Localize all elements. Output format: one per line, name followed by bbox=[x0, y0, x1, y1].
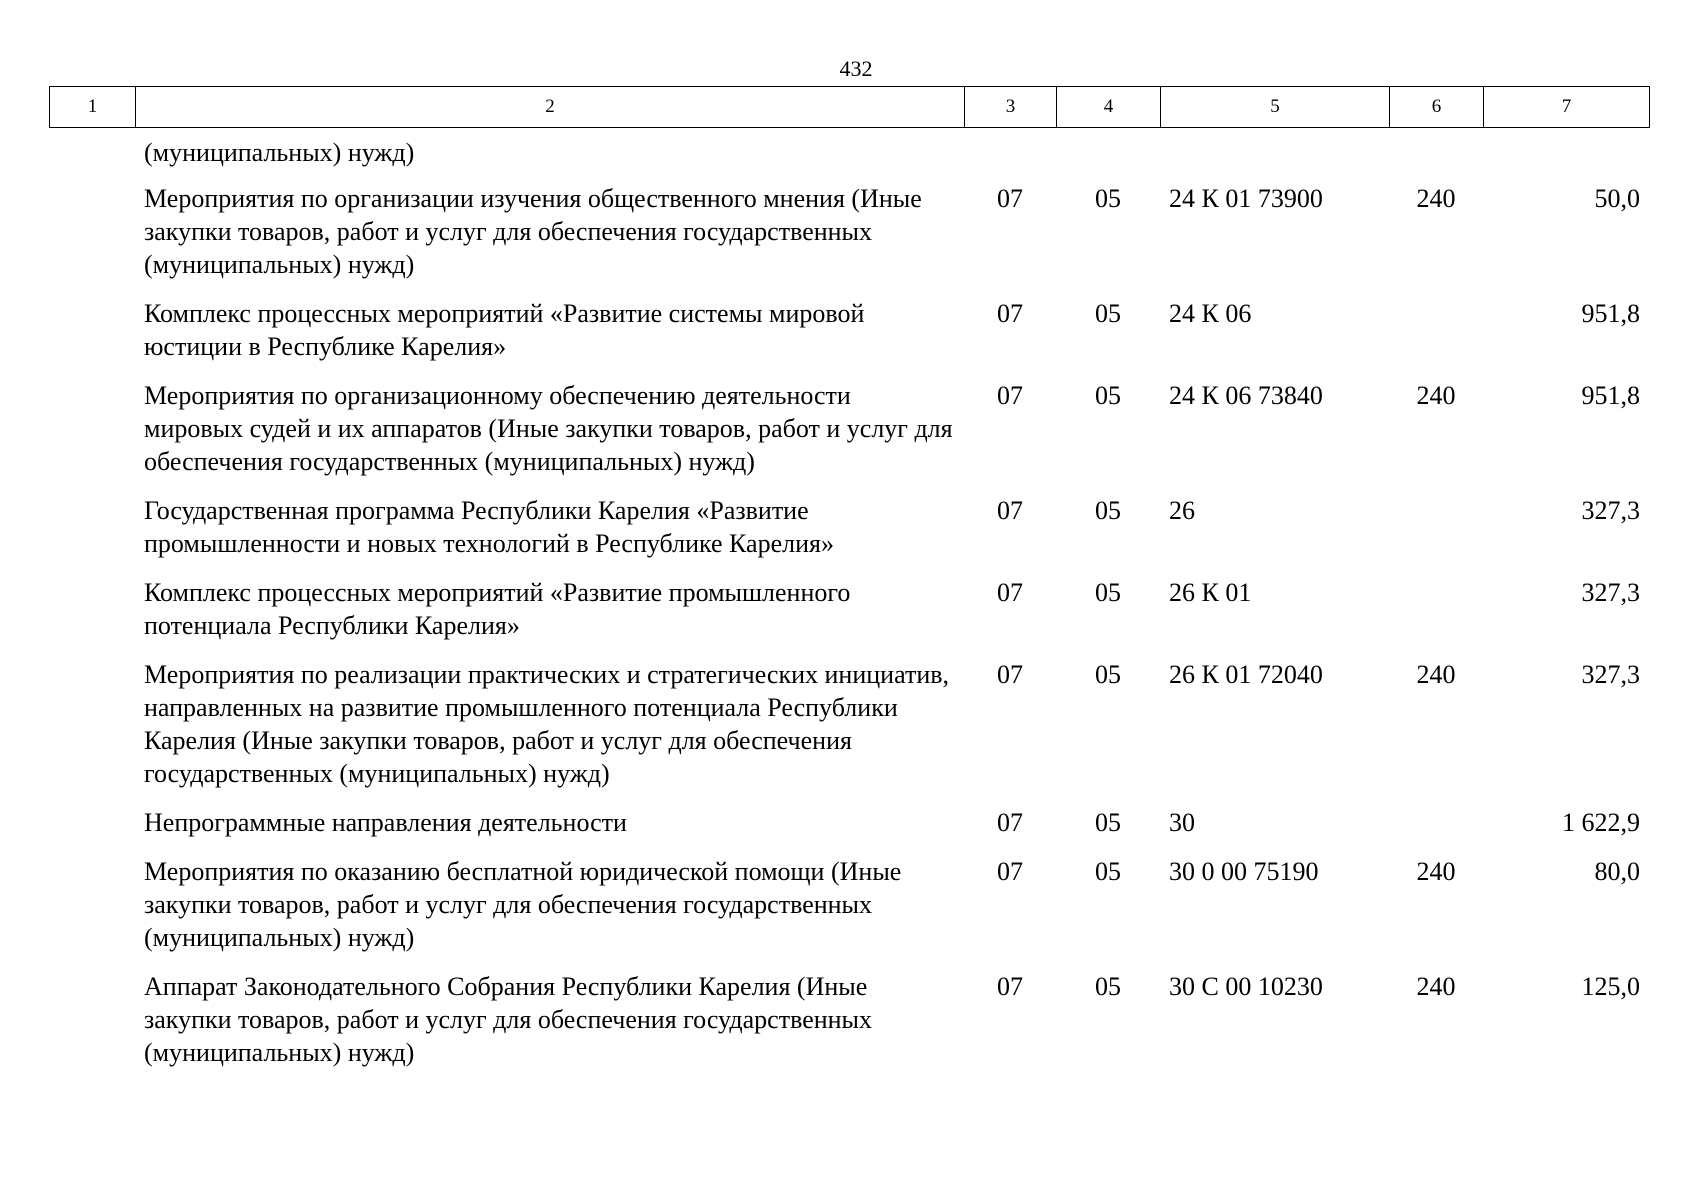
table-row bbox=[49, 136, 1649, 182]
table-row bbox=[49, 658, 1649, 806]
row-amount: 951,8 bbox=[1581, 299, 1640, 328]
row-subsection: 05 bbox=[1095, 496, 1121, 525]
row-amount: 327,3 bbox=[1581, 578, 1640, 607]
column-header-7: 7 bbox=[1484, 87, 1650, 128]
table-row bbox=[49, 576, 1649, 658]
row-section bbox=[964, 136, 1056, 182]
table-row bbox=[49, 970, 1649, 1085]
row-name: Непрограммные направления деятельности bbox=[144, 808, 627, 837]
row-expense-type bbox=[1389, 494, 1483, 576]
row-name: Мероприятия по реализации практических и стратегических инициатив, направленных на развитие промышленного потенциала Республики Карелия (Иные закупки товаров, работ и услуг для обеспечения государственных (муниципальных) нужд) bbox=[144, 660, 950, 788]
column-header-5: 5 bbox=[1161, 87, 1390, 128]
row-expense-type bbox=[1389, 576, 1483, 658]
page-number: 432 bbox=[839, 56, 873, 81]
row-subsection: 05 bbox=[1095, 660, 1121, 689]
table-row bbox=[49, 806, 1649, 855]
row-expense-type: 240 bbox=[1416, 857, 1456, 886]
row-amount: 327,3 bbox=[1581, 660, 1640, 689]
row-amount: 1 622,9 bbox=[1562, 808, 1640, 837]
row-expense-type: 240 bbox=[1416, 972, 1456, 1001]
column-header-1: 1 bbox=[50, 87, 136, 128]
row-subsection: 05 bbox=[1095, 184, 1121, 213]
row-expense-type bbox=[1389, 136, 1483, 182]
row-name: Мероприятия по организации изучения общественного мнения (Иные закупки товаров, работ и услуг для обеспечения государственных (муниципальных) нужд) bbox=[144, 184, 922, 279]
column-header-4: 4 bbox=[1057, 87, 1161, 128]
row-target-article: 30 bbox=[1169, 808, 1195, 837]
row-target-article: 30 С 00 10230 bbox=[1169, 972, 1323, 1001]
row-expense-type: 240 bbox=[1416, 184, 1456, 213]
row-section: 07 bbox=[997, 184, 1023, 213]
table-row bbox=[49, 182, 1649, 297]
table-row bbox=[49, 379, 1649, 494]
budget-table bbox=[49, 136, 1649, 1085]
row-name: (муниципальных) нужд) bbox=[144, 138, 415, 167]
row-target-article: 24 К 01 73900 bbox=[1169, 184, 1323, 213]
row-section: 07 bbox=[997, 381, 1023, 410]
row-subsection: 05 bbox=[1095, 857, 1121, 886]
row-expense-type bbox=[1389, 297, 1483, 379]
row-subsection: 05 bbox=[1095, 808, 1121, 837]
row-amount: 80,0 bbox=[1594, 857, 1640, 886]
row-target-article: 30 0 00 75190 bbox=[1169, 857, 1319, 886]
row-name: Мероприятия по организационному обеспечению деятельности мировых судей и их аппаратов (Иные закупки товаров, работ и услуг для обеспечения государственных (муниципальных) нужд) bbox=[144, 381, 953, 476]
row-target-article: 26 К 01 bbox=[1169, 578, 1252, 607]
row-section: 07 bbox=[997, 299, 1023, 328]
row-amount: 951,8 bbox=[1581, 381, 1640, 410]
row-name: Комплекс процессных мероприятий «Развитие промышленного потенциала Республики Карелия» bbox=[144, 578, 851, 640]
row-section: 07 bbox=[997, 660, 1023, 689]
row-name: Мероприятия по оказанию бесплатной юридической помощи (Иные закупки товаров, работ и услуг для обеспечения государственных (муниципальных) нужд) bbox=[144, 857, 902, 952]
row-target-article: 26 К 01 72040 bbox=[1169, 660, 1323, 689]
column-header-row bbox=[50, 87, 1650, 128]
row-name: Комплекс процессных мероприятий «Развитие системы мировой юстиции в Республике Карелия» bbox=[144, 299, 865, 361]
row-target-article: 24 К 06 bbox=[1169, 299, 1252, 328]
row-section: 07 bbox=[997, 972, 1023, 1001]
row-expense-type bbox=[1389, 806, 1483, 855]
row-amount: 327,3 bbox=[1581, 496, 1640, 525]
row-section: 07 bbox=[997, 496, 1023, 525]
row-subsection: 05 bbox=[1095, 381, 1121, 410]
column-header-table bbox=[49, 86, 1650, 128]
table-row bbox=[49, 855, 1649, 970]
table-row bbox=[49, 494, 1649, 576]
row-section: 07 bbox=[997, 808, 1023, 837]
row-name: Государственная программа Республики Карелия «Развитие промышленности и новых технологий в Республике Карелия» bbox=[144, 496, 834, 558]
row-subsection: 05 bbox=[1095, 299, 1121, 328]
row-subsection: 05 bbox=[1095, 578, 1121, 607]
row-amount: 50,0 bbox=[1594, 184, 1640, 213]
table-row bbox=[49, 297, 1649, 379]
row-expense-type: 240 bbox=[1416, 660, 1456, 689]
row-target-article: 26 bbox=[1169, 496, 1195, 525]
column-header-6: 6 bbox=[1390, 87, 1484, 128]
row-name: Аппарат Законодательного Собрания Республики Карелия (Иные закупки товаров, работ и услуг для обеспечения государственных (муниципальных) нужд) bbox=[144, 972, 873, 1067]
row-expense-type: 240 bbox=[1416, 381, 1456, 410]
row-target-article: 24 К 06 73840 bbox=[1169, 381, 1323, 410]
row-amount bbox=[1483, 136, 1649, 182]
row-section: 07 bbox=[997, 857, 1023, 886]
row-target-article bbox=[1160, 136, 1389, 182]
column-header-3: 3 bbox=[965, 87, 1057, 128]
row-section: 07 bbox=[997, 578, 1023, 607]
row-amount: 125,0 bbox=[1581, 972, 1640, 1001]
row-subsection: 05 bbox=[1095, 972, 1121, 1001]
column-header-2: 2 bbox=[136, 87, 965, 128]
row-subsection bbox=[1056, 136, 1160, 182]
